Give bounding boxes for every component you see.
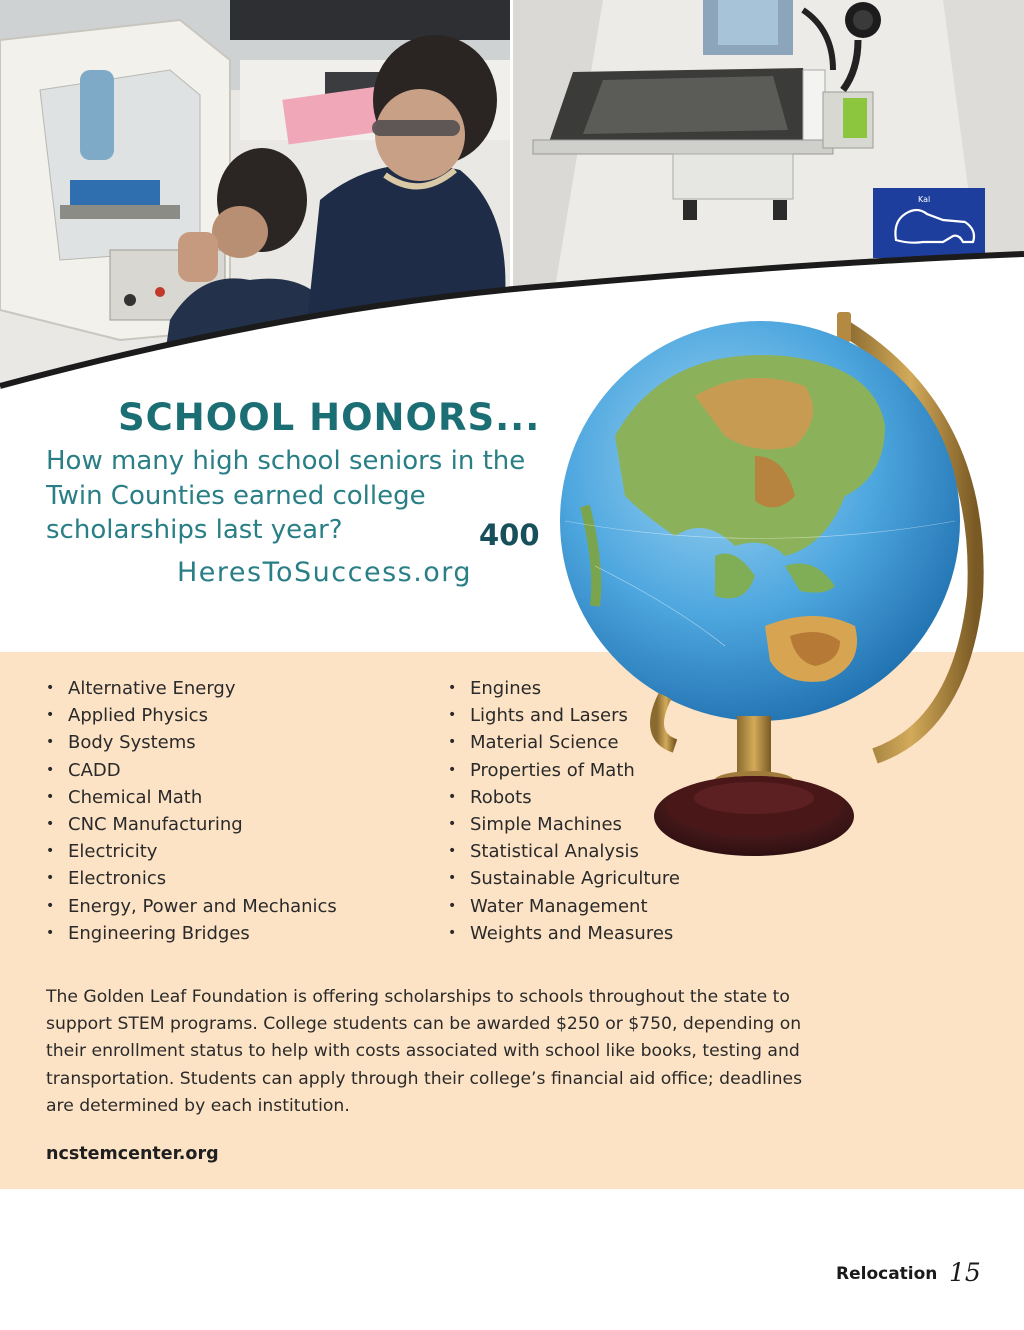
page-number: 15 [949,1258,981,1287]
subjects-list-left [46,675,337,947]
subject-item: • Chemical Math [46,784,337,811]
subject-item: • Robots [448,784,680,811]
subject-item: • Applied Physics [46,702,337,729]
subject-item: • Energy, Power and Mechanics [46,893,337,920]
subject-item: • Simple Machines [448,811,680,838]
section-label: Relocation [836,1264,938,1284]
subject-item: • Engines [448,675,680,702]
sign-label: Kal [918,195,931,204]
subject-item: • CADD [46,757,337,784]
subject-item: • Weights and Measures [448,920,680,947]
subject-item: • CNC Manufacturing [46,811,337,838]
subject-item: • Electronics [46,865,337,892]
question-text: How many high school seniors in the Twin Counties earned college scholarships last year? [46,446,526,545]
subject-item: • Properties of Math [448,757,680,784]
subject-item: • Electricity [46,838,337,865]
subject-item: • Material Science [448,729,680,756]
scholarship-paragraph: The Golden Leaf Foundation is offering scholarships to schools throughout the state to support STEM programs. College students can be awarded $250 or $750, depending on their enrollment status to help with costs associated with school like books, testing and transportation. Students can apply through their college’s financial aid office; deadlines are determined by each institution. [46,987,803,1116]
subject-item: • Lights and Lasers [448,702,680,729]
subject-item: • Water Management [448,893,680,920]
globe-image [555,306,995,866]
subject-item: • Statistical Analysis [448,838,680,865]
ncstemcenter-link[interactable]: ncstemcenter.org [46,1144,219,1164]
subject-item: • Sustainable Agriculture [448,865,680,892]
subject-item: • Engineering Bridges [46,920,337,947]
source-link[interactable]: HeresToSuccess.org [177,557,473,588]
answer-number: 400 [479,518,540,552]
subject-item: • Body Systems [46,729,337,756]
headline: SCHOOL HONORS... [118,396,541,439]
subject-item: • Alternative Energy [46,675,337,702]
